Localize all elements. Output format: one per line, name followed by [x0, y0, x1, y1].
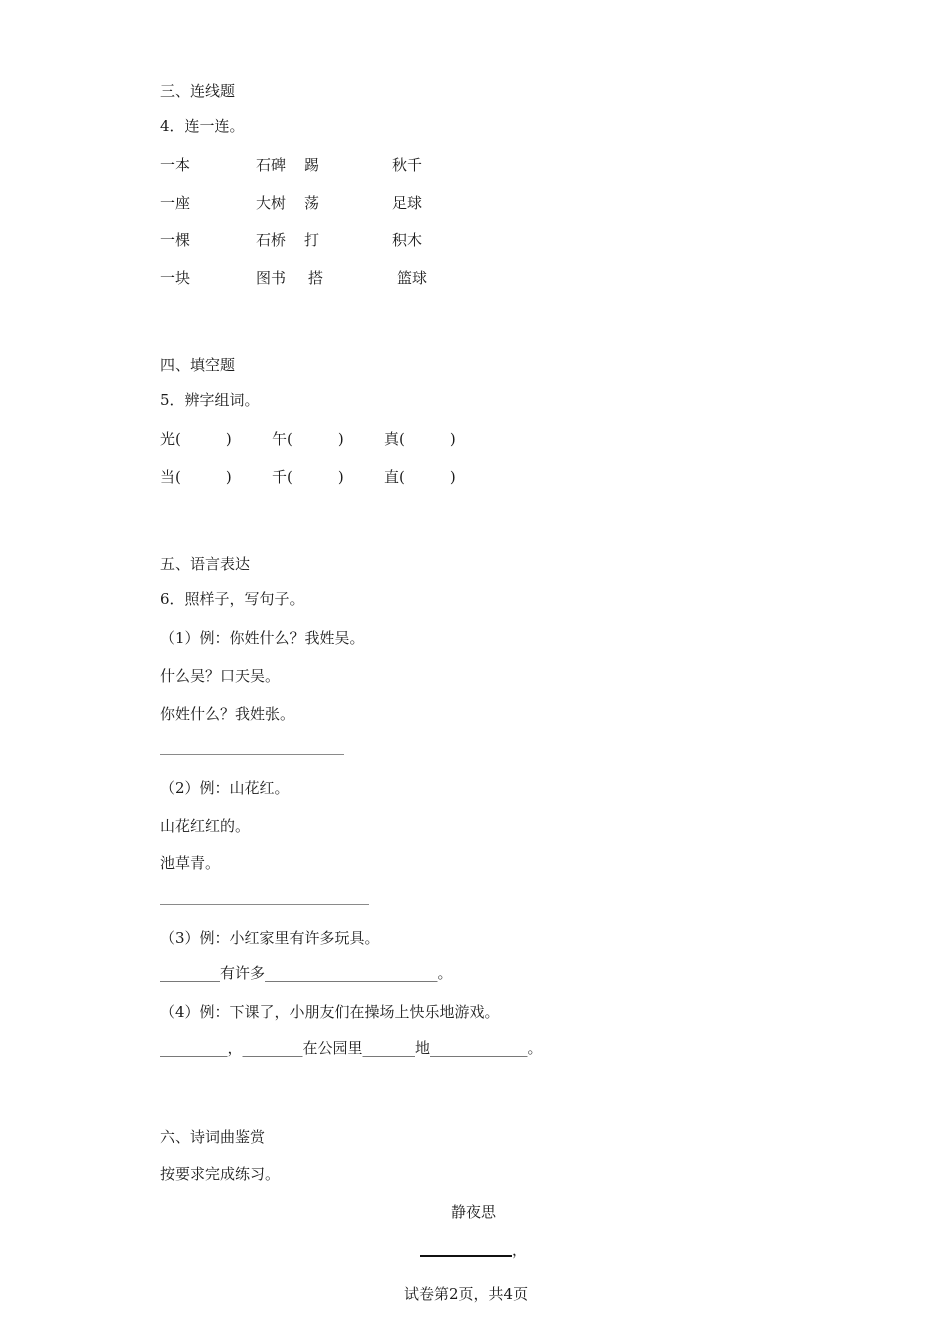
word-blank: 午( ) — [272, 430, 344, 448]
match-col1-item: 一棵 — [160, 231, 191, 249]
match-col1-item: 一本 — [160, 156, 191, 174]
page-footer: 试卷第2页，共4页 — [404, 1285, 529, 1303]
example-3: （3）例：小红家里有许多玩具。 — [160, 929, 380, 947]
answer-line — [160, 904, 369, 905]
match-col4-item: 秋千 — [392, 156, 423, 174]
question-6-title: 6．照样子，写句子。 — [160, 590, 305, 608]
answer-line — [160, 754, 344, 755]
fill-sentence-3: ________有许多_______________________。 — [160, 964, 453, 982]
poem-answer-line — [420, 1255, 512, 1257]
question-4-title: 4．连一连。 — [160, 117, 245, 135]
match-col3-item: 荡 — [304, 194, 320, 212]
match-col3-item: 搭 — [308, 269, 324, 287]
word-blank: 千( ) — [272, 468, 344, 486]
example-1-prompt: 你姓什么？我姓张。 — [160, 705, 296, 723]
example-4: （4）例：下课了，小朋友们在操场上快乐地游戏。 — [160, 1003, 500, 1021]
match-col3-item: 踢 — [304, 156, 320, 174]
example-1-line: 什么吴？口天吴。 — [160, 667, 281, 685]
word-blank: 直( ) — [384, 468, 456, 486]
poem-title: 静夜思 — [451, 1203, 497, 1221]
match-col2-item: 石桥 — [256, 231, 287, 249]
word-blank: 光( ) — [160, 430, 232, 448]
section-heading-4: 四、填空题 — [160, 356, 236, 374]
section-heading-5: 五、语言表达 — [160, 555, 251, 573]
match-col4-item: 积木 — [392, 231, 423, 249]
word-blank: 真( ) — [384, 430, 456, 448]
match-col4-item: 篮球 — [397, 269, 428, 287]
example-2: （2）例：山花红。 — [160, 779, 290, 797]
section-heading-3: 三、连线题 — [160, 82, 236, 100]
word-blank: 当( ) — [160, 468, 232, 486]
match-col2-item: 大树 — [256, 194, 287, 212]
match-col1-item: 一块 — [160, 269, 191, 287]
question-5-title: 5．辨字组词。 — [160, 391, 260, 409]
match-col1-item: 一座 — [160, 194, 191, 212]
match-col4-item: 足球 — [392, 194, 423, 212]
poem-comma: ， — [512, 1241, 528, 1259]
section-heading-6: 六、诗词曲鉴赏 — [160, 1128, 266, 1146]
match-col2-item: 石碑 — [256, 156, 287, 174]
instruction: 按要求完成练习。 — [160, 1165, 281, 1183]
match-col3-item: 打 — [304, 231, 320, 249]
example-2-prompt: 池草青。 — [160, 854, 221, 872]
fill-sentence-4: _________，________在公园里_______地_____________。 — [160, 1039, 543, 1057]
example-1: （1）例：你姓什么？我姓吴。 — [160, 629, 365, 647]
example-2-line: 山花红红的。 — [160, 817, 251, 835]
match-col2-item: 图书 — [256, 269, 287, 287]
